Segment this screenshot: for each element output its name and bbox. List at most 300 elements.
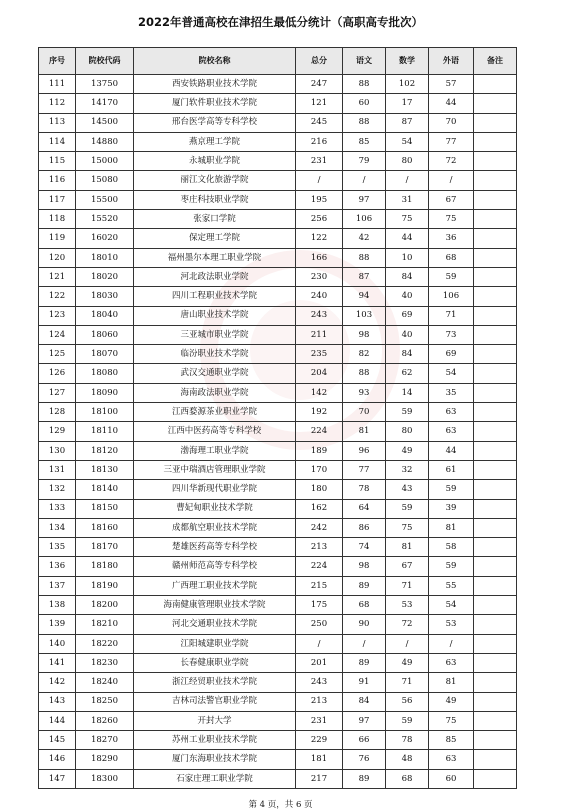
cell-index: 124 (39, 325, 76, 344)
cell-code: 18200 (76, 596, 134, 615)
cell-code: 18160 (76, 518, 134, 537)
cell-english: 44 (429, 94, 474, 113)
cell-english: 55 (429, 576, 474, 595)
cell-math: / (386, 634, 429, 653)
cell-code: 15000 (76, 152, 134, 171)
cell-english: / (429, 634, 474, 653)
cell-name: 曹妃甸职业技术学院 (134, 499, 296, 518)
cell-math: 40 (386, 325, 429, 344)
cell-code: 13750 (76, 75, 134, 94)
cell-math: 84 (386, 345, 429, 364)
cell-chinese: 85 (343, 132, 386, 151)
cell-math: 10 (386, 248, 429, 267)
cell-total: 231 (296, 152, 343, 171)
table-row (39, 518, 517, 537)
cell-chinese: 74 (343, 538, 386, 557)
table-row (39, 113, 517, 132)
cell-chinese: 90 (343, 615, 386, 634)
cell-total: 243 (296, 673, 343, 692)
cell-remarks (474, 171, 517, 190)
cell-math: 48 (386, 750, 429, 769)
cell-code: 16020 (76, 229, 134, 248)
cell-name: 厦门东海职业技术学院 (134, 750, 296, 769)
table-row (39, 673, 517, 692)
cell-index: 130 (39, 441, 76, 460)
table-row (39, 383, 517, 402)
cell-total: 224 (296, 422, 343, 441)
table-row (39, 75, 517, 94)
cell-math: 44 (386, 229, 429, 248)
cell-remarks (474, 518, 517, 537)
cell-code: 18260 (76, 711, 134, 730)
cell-name: 福州墨尔本理工职业学院 (134, 248, 296, 267)
cell-math: 40 (386, 287, 429, 306)
cell-total: 250 (296, 615, 343, 634)
cell-chinese: 93 (343, 383, 386, 402)
cell-index: 123 (39, 306, 76, 325)
table-row (39, 615, 517, 634)
cell-name: 浙江经贸职业技术学院 (134, 673, 296, 692)
cell-total: 201 (296, 653, 343, 672)
cell-math: 67 (386, 557, 429, 576)
cell-english: 39 (429, 499, 474, 518)
cell-remarks (474, 132, 517, 151)
cell-remarks (474, 460, 517, 479)
cell-total: 142 (296, 383, 343, 402)
table-row (39, 152, 517, 171)
cell-total: 195 (296, 190, 343, 209)
cell-code: 18130 (76, 460, 134, 479)
cell-remarks (474, 692, 517, 711)
cell-math: 62 (386, 364, 429, 383)
cell-chinese: 98 (343, 557, 386, 576)
cell-code: 18100 (76, 403, 134, 422)
table-row (39, 576, 517, 595)
cell-total: 224 (296, 557, 343, 576)
cell-name: 长春健康职业学院 (134, 653, 296, 672)
cell-total: 245 (296, 113, 343, 132)
cell-english: 71 (429, 306, 474, 325)
cell-english: 61 (429, 460, 474, 479)
cell-code: 18180 (76, 557, 134, 576)
cell-remarks (474, 673, 517, 692)
cell-english: 54 (429, 364, 474, 383)
cell-code: 18030 (76, 287, 134, 306)
cell-remarks (474, 287, 517, 306)
cell-remarks (474, 152, 517, 171)
cell-chinese: 78 (343, 480, 386, 499)
cell-math: 53 (386, 596, 429, 615)
cell-code: 18170 (76, 538, 134, 557)
cell-name: 河北交通职业技术学院 (134, 615, 296, 634)
cell-index: 136 (39, 557, 76, 576)
cell-name: 武汉交通职业学院 (134, 364, 296, 383)
cell-remarks (474, 383, 517, 402)
cell-total: 204 (296, 364, 343, 383)
cell-name: 开封大学 (134, 711, 296, 730)
cell-total: 217 (296, 769, 343, 788)
table-row (39, 364, 517, 383)
cell-name: 四川华新现代职业学院 (134, 480, 296, 499)
cell-code: 14880 (76, 132, 134, 151)
cell-english: 63 (429, 403, 474, 422)
cell-math: 14 (386, 383, 429, 402)
table-row (39, 210, 517, 229)
cell-remarks (474, 769, 517, 788)
col-header-english: 外语 (429, 48, 474, 75)
cell-index: 121 (39, 267, 76, 286)
cell-remarks (474, 653, 517, 672)
cell-chinese: 42 (343, 229, 386, 248)
cell-remarks (474, 306, 517, 325)
cell-code: 18060 (76, 325, 134, 344)
cell-chinese: 103 (343, 306, 386, 325)
cell-code: 18240 (76, 673, 134, 692)
cell-total: 243 (296, 306, 343, 325)
cell-total: 229 (296, 731, 343, 750)
cell-remarks (474, 94, 517, 113)
cell-math: 75 (386, 518, 429, 537)
cell-code: 18090 (76, 383, 134, 402)
cell-chinese: 60 (343, 94, 386, 113)
cell-name: 保定理工学院 (134, 229, 296, 248)
table-row (39, 499, 517, 518)
cell-math: 56 (386, 692, 429, 711)
cell-chinese: 87 (343, 267, 386, 286)
cell-math: 59 (386, 499, 429, 518)
cell-chinese: 68 (343, 596, 386, 615)
table-row (39, 441, 517, 460)
cell-code: 15080 (76, 171, 134, 190)
table-row (39, 190, 517, 209)
cell-remarks (474, 711, 517, 730)
cell-code: 18270 (76, 731, 134, 750)
cell-remarks (474, 499, 517, 518)
col-header-remarks: 备注 (474, 48, 517, 75)
cell-math: 32 (386, 460, 429, 479)
cell-chinese: 91 (343, 673, 386, 692)
cell-english: 58 (429, 538, 474, 557)
cell-name: 三亚中瑞酒店管理职业学院 (134, 460, 296, 479)
table-body (39, 75, 517, 789)
cell-chinese: 77 (343, 460, 386, 479)
cell-remarks (474, 634, 517, 653)
cell-remarks (474, 325, 517, 344)
cell-math: 49 (386, 441, 429, 460)
cell-english: 69 (429, 345, 474, 364)
cell-chinese: 64 (343, 499, 386, 518)
cell-name: 楚雄医药高等专科学校 (134, 538, 296, 557)
cell-index: 142 (39, 673, 76, 692)
cell-name: 成都航空职业技术学院 (134, 518, 296, 537)
cell-chinese: 84 (343, 692, 386, 711)
cell-code: 18120 (76, 441, 134, 460)
cell-total: 215 (296, 576, 343, 595)
cell-chinese: 94 (343, 287, 386, 306)
table-row (39, 711, 517, 730)
cell-remarks (474, 615, 517, 634)
cell-code: 18110 (76, 422, 134, 441)
cell-chinese: 96 (343, 441, 386, 460)
table-row (39, 267, 517, 286)
cell-total: 192 (296, 403, 343, 422)
cell-index: 115 (39, 152, 76, 171)
cell-name: 丽江文化旅游学院 (134, 171, 296, 190)
cell-chinese: 81 (343, 422, 386, 441)
table-row (39, 692, 517, 711)
cell-name: 张家口学院 (134, 210, 296, 229)
cell-index: 144 (39, 711, 76, 730)
cell-english: 72 (429, 152, 474, 171)
cell-total: 211 (296, 325, 343, 344)
cell-chinese: / (343, 634, 386, 653)
table-row (39, 287, 517, 306)
score-table (38, 47, 517, 789)
table-row (39, 750, 517, 769)
cell-remarks (474, 403, 517, 422)
cell-english: 60 (429, 769, 474, 788)
table-row (39, 306, 517, 325)
cell-index: 143 (39, 692, 76, 711)
cell-english: 75 (429, 210, 474, 229)
table-row (39, 769, 517, 788)
cell-code: 18070 (76, 345, 134, 364)
cell-total: 247 (296, 75, 343, 94)
cell-math: 49 (386, 653, 429, 672)
col-header-total: 总分 (296, 48, 343, 75)
table-row (39, 460, 517, 479)
table-row (39, 132, 517, 151)
table-row (39, 422, 517, 441)
cell-code: 15520 (76, 210, 134, 229)
table-row (39, 480, 517, 499)
cell-index: 137 (39, 576, 76, 595)
cell-name: 赣州师范高等专科学校 (134, 557, 296, 576)
table-row (39, 653, 517, 672)
cell-math: 71 (386, 673, 429, 692)
cell-remarks (474, 75, 517, 94)
cell-english: 59 (429, 267, 474, 286)
cell-english: 35 (429, 383, 474, 402)
cell-math: 17 (386, 94, 429, 113)
cell-english: / (429, 171, 474, 190)
cell-total: 230 (296, 267, 343, 286)
cell-english: 54 (429, 596, 474, 615)
cell-index: 147 (39, 769, 76, 788)
cell-remarks (474, 113, 517, 132)
col-header-code: 院校代码 (76, 48, 134, 75)
cell-math: 54 (386, 132, 429, 151)
cell-math: 81 (386, 538, 429, 557)
cell-name: 吉林司法警官职业学院 (134, 692, 296, 711)
col-header-chinese: 语文 (343, 48, 386, 75)
cell-chinese: 97 (343, 711, 386, 730)
cell-math: 69 (386, 306, 429, 325)
cell-total: 175 (296, 596, 343, 615)
cell-total: 240 (296, 287, 343, 306)
table-row (39, 171, 517, 190)
cell-remarks (474, 210, 517, 229)
cell-math: 87 (386, 113, 429, 132)
cell-index: 134 (39, 518, 76, 537)
table-row (39, 731, 517, 750)
cell-math: 59 (386, 403, 429, 422)
cell-name: 西安铁路职业技术学院 (134, 75, 296, 94)
cell-index: 112 (39, 94, 76, 113)
col-header-name: 院校名称 (134, 48, 296, 75)
cell-name: 厦门软件职业技术学院 (134, 94, 296, 113)
cell-index: 125 (39, 345, 76, 364)
cell-chinese: 70 (343, 403, 386, 422)
cell-code: 14500 (76, 113, 134, 132)
cell-index: 114 (39, 132, 76, 151)
cell-name: 渤海理工职业学院 (134, 441, 296, 460)
cell-english: 70 (429, 113, 474, 132)
cell-name: 四川工程职业技术学院 (134, 287, 296, 306)
table-row (39, 557, 517, 576)
cell-remarks (474, 441, 517, 460)
cell-remarks (474, 229, 517, 248)
cell-index: 146 (39, 750, 76, 769)
cell-remarks (474, 596, 517, 615)
cell-english: 75 (429, 711, 474, 730)
cell-index: 141 (39, 653, 76, 672)
cell-total: 242 (296, 518, 343, 537)
cell-chinese: 88 (343, 75, 386, 94)
cell-total: 166 (296, 248, 343, 267)
cell-index: 135 (39, 538, 76, 557)
cell-code: 18210 (76, 615, 134, 634)
cell-index: 133 (39, 499, 76, 518)
cell-total: 235 (296, 345, 343, 364)
cell-english: 59 (429, 557, 474, 576)
cell-english: 53 (429, 615, 474, 634)
cell-english: 36 (429, 229, 474, 248)
page-title: 2022年普通高校在津招生最低分统计（高职高专批次） (137, 15, 423, 29)
cell-remarks (474, 576, 517, 595)
cell-total: 256 (296, 210, 343, 229)
cell-english: 77 (429, 132, 474, 151)
cell-english: 73 (429, 325, 474, 344)
cell-math: / (386, 171, 429, 190)
cell-index: 131 (39, 460, 76, 479)
cell-chinese: 89 (343, 653, 386, 672)
cell-english: 63 (429, 653, 474, 672)
cell-name: 唐山职业技术学院 (134, 306, 296, 325)
cell-code: 18150 (76, 499, 134, 518)
cell-math: 78 (386, 731, 429, 750)
page-footer: 第 4 页，共 6 页 (248, 800, 313, 810)
cell-index: 116 (39, 171, 76, 190)
cell-remarks (474, 731, 517, 750)
cell-english: 49 (429, 692, 474, 711)
cell-math: 84 (386, 267, 429, 286)
table-header-row (39, 48, 517, 75)
cell-code: 18250 (76, 692, 134, 711)
cell-name: 海南政法职业学院 (134, 383, 296, 402)
cell-total: / (296, 171, 343, 190)
table-row (39, 248, 517, 267)
cell-name: 苏州工业职业技术学院 (134, 731, 296, 750)
cell-index: 140 (39, 634, 76, 653)
cell-name: 广西理工职业技术学院 (134, 576, 296, 595)
cell-chinese: 79 (343, 152, 386, 171)
cell-math: 102 (386, 75, 429, 94)
cell-code: 18020 (76, 267, 134, 286)
cell-remarks (474, 480, 517, 499)
cell-english: 81 (429, 673, 474, 692)
cell-index: 117 (39, 190, 76, 209)
cell-english: 57 (429, 75, 474, 94)
cell-total: 213 (296, 692, 343, 711)
cell-code: 18040 (76, 306, 134, 325)
cell-english: 44 (429, 441, 474, 460)
cell-math: 31 (386, 190, 429, 209)
table-row (39, 94, 517, 113)
cell-total: 180 (296, 480, 343, 499)
cell-total: 162 (296, 499, 343, 518)
cell-chinese: 106 (343, 210, 386, 229)
cell-english: 106 (429, 287, 474, 306)
cell-chinese: 66 (343, 731, 386, 750)
cell-index: 139 (39, 615, 76, 634)
cell-total: 189 (296, 441, 343, 460)
cell-index: 126 (39, 364, 76, 383)
cell-code: 18290 (76, 750, 134, 769)
cell-code: 18230 (76, 653, 134, 672)
cell-index: 113 (39, 113, 76, 132)
cell-math: 43 (386, 480, 429, 499)
cell-name: 三亚城市职业学院 (134, 325, 296, 344)
cell-remarks (474, 557, 517, 576)
cell-total: / (296, 634, 343, 653)
cell-remarks (474, 345, 517, 364)
cell-chinese: / (343, 171, 386, 190)
cell-total: 213 (296, 538, 343, 557)
cell-code: 14170 (76, 94, 134, 113)
cell-code: 18010 (76, 248, 134, 267)
cell-english: 63 (429, 750, 474, 769)
cell-chinese: 98 (343, 325, 386, 344)
cell-total: 170 (296, 460, 343, 479)
cell-remarks (474, 538, 517, 557)
cell-english: 59 (429, 480, 474, 499)
cell-code: 18080 (76, 364, 134, 383)
table-row (39, 325, 517, 344)
cell-code: 18140 (76, 480, 134, 499)
cell-remarks (474, 750, 517, 769)
cell-math: 80 (386, 422, 429, 441)
cell-english: 85 (429, 731, 474, 750)
cell-chinese: 89 (343, 769, 386, 788)
cell-remarks (474, 267, 517, 286)
cell-index: 145 (39, 731, 76, 750)
cell-code: 18190 (76, 576, 134, 595)
cell-total: 181 (296, 750, 343, 769)
cell-index: 127 (39, 383, 76, 402)
cell-english: 63 (429, 422, 474, 441)
cell-chinese: 88 (343, 248, 386, 267)
cell-name: 河北政法职业学院 (134, 267, 296, 286)
cell-english: 68 (429, 248, 474, 267)
cell-total: 121 (296, 94, 343, 113)
cell-index: 120 (39, 248, 76, 267)
cell-name: 江阳城建职业学院 (134, 634, 296, 653)
cell-chinese: 89 (343, 576, 386, 595)
cell-index: 132 (39, 480, 76, 499)
cell-math: 72 (386, 615, 429, 634)
cell-english: 81 (429, 518, 474, 537)
